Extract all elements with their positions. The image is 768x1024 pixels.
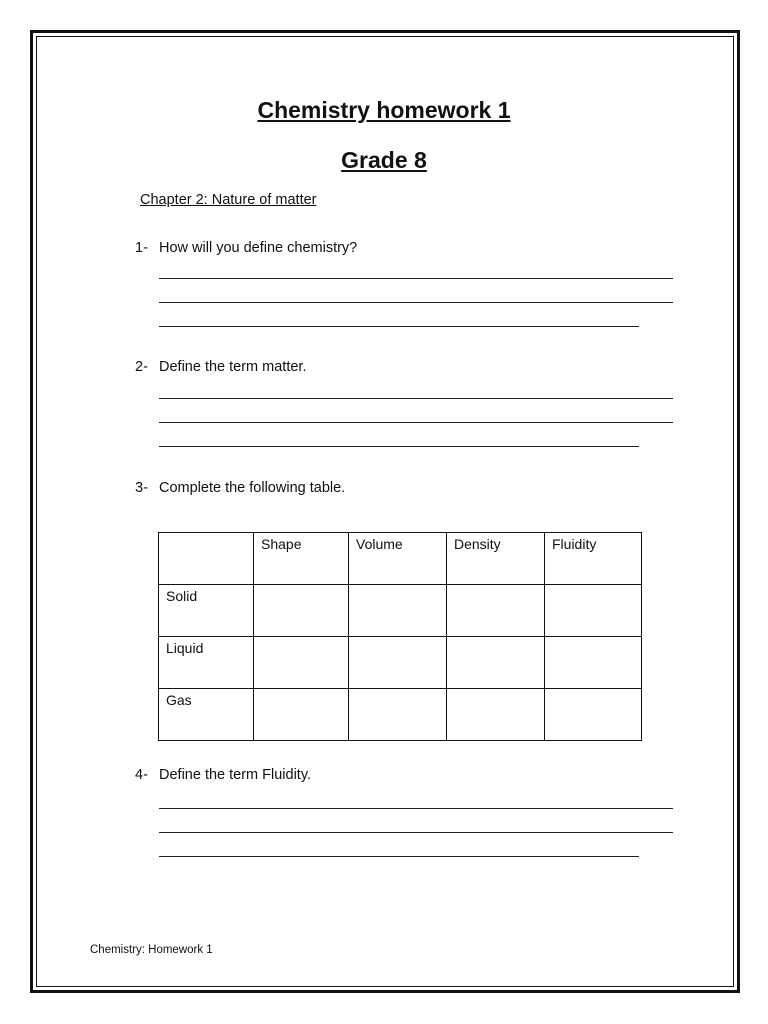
answer-line[interactable]: [159, 278, 673, 279]
answer-line[interactable]: [159, 422, 673, 423]
page-border-inner: [36, 36, 734, 987]
answer-line[interactable]: [159, 856, 639, 857]
table-cell[interactable]: [349, 637, 447, 689]
page-title: Chemistry homework 1: [257, 97, 511, 123]
table-cell[interactable]: [254, 689, 349, 741]
question-number: 1-: [135, 240, 148, 256]
table-header-cell: Density: [447, 533, 545, 585]
answer-line[interactable]: [159, 302, 673, 303]
question-text: How will you define chemistry?: [159, 240, 358, 256]
states-of-matter-table: [158, 532, 642, 741]
chapter-heading: Chapter 2: Nature of matter: [140, 192, 317, 208]
table-cell[interactable]: [545, 637, 642, 689]
table-cell[interactable]: [349, 689, 447, 741]
table-cell[interactable]: [254, 585, 349, 637]
question-number: 3-: [135, 480, 148, 496]
question-2: [135, 359, 306, 375]
answer-line[interactable]: [159, 398, 673, 399]
table-header-row: [159, 533, 642, 585]
table-cell[interactable]: [545, 689, 642, 741]
question-4: [135, 767, 311, 783]
answer-line[interactable]: [159, 808, 673, 809]
question-text: Define the term Fluidity.: [159, 767, 312, 783]
table-row: [159, 689, 642, 741]
row-label: Liquid: [159, 637, 254, 689]
table-row: [159, 585, 642, 637]
table-cell[interactable]: [447, 585, 545, 637]
table-cell[interactable]: [545, 585, 642, 637]
question-number: 2-: [135, 359, 148, 375]
table-cell[interactable]: [447, 637, 545, 689]
question-1: [135, 240, 357, 256]
question-3: [135, 480, 345, 496]
table-cell[interactable]: [254, 637, 349, 689]
question-text: Define the term matter.: [159, 359, 307, 375]
table-header-cell: Shape: [254, 533, 349, 585]
page-footer: Chemistry: Homework 1: [90, 944, 213, 956]
answer-line[interactable]: [159, 326, 639, 327]
table-header-cell: Volume: [349, 533, 447, 585]
question-text: Complete the following table.: [159, 480, 346, 496]
table-cell[interactable]: [447, 689, 545, 741]
table-header-cell: [159, 533, 254, 585]
table-cell[interactable]: [349, 585, 447, 637]
table-row: [159, 637, 642, 689]
question-number: 4-: [135, 767, 148, 783]
answer-line[interactable]: [159, 446, 639, 447]
page-border: [30, 30, 740, 993]
grade-heading: Grade 8: [341, 147, 427, 173]
row-label: Gas: [159, 689, 254, 741]
answer-line[interactable]: [159, 832, 673, 833]
row-label: Solid: [159, 585, 254, 637]
table-header-cell: Fluidity: [545, 533, 642, 585]
